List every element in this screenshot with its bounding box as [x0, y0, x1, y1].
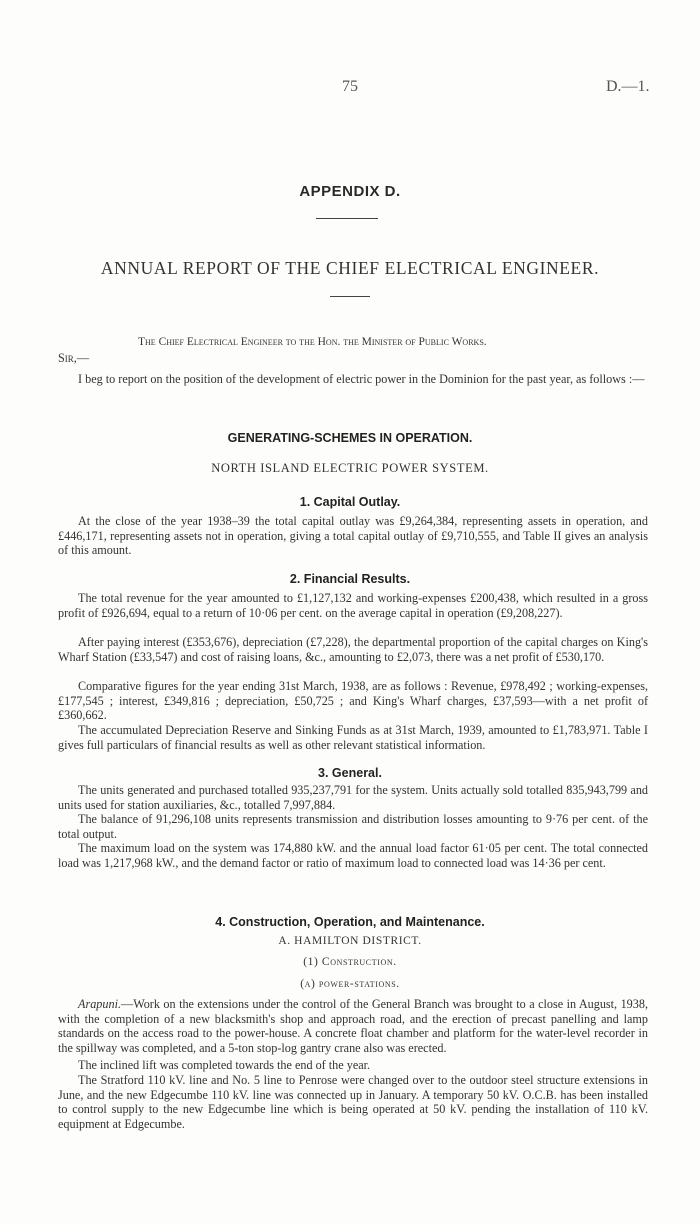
section-heading: GENERATING-SCHEMES IN OPERATION. — [227, 431, 473, 445]
financial-results-heading: 2. Financial Results. — [289, 572, 411, 586]
arapuni-lead: Arapuni. — [78, 997, 121, 1011]
general-paragraph-1: The units generated and purchased totalled 935,237,791 for the system. Units actually sold totalled 835,943,799 and units used for station auxiliaries, &c., totalled 7,997,884. — [58, 783, 648, 812]
power-stations-subheading: (a) power-stations. — [300, 978, 400, 990]
arapuni-text: —Work on the extensions under the control of the General Branch was brought to a close in August, 1938, with the completion of a new blacksmith's shop and approach road, and the erection of precast panelling and lamp standards on the access road to the power-house. A concrete float chamber and platform for the water-level recorder in the spillway was completed, and a 5-ton stop-log gantry crane also was erected. — [58, 997, 648, 1055]
district-heading: A. HAMILTON DISTRICT. — [278, 935, 422, 947]
appendix-title: APPENDIX D. — [299, 183, 401, 200]
capital-outlay-paragraph: At the close of the year 1938–39 the total capital outlay was £9,264,384, representing assets in operation, and £446,171, representing assets not in operation, giving a total capital outlay of £9,710,555, and Table II gives an analysis of this amount. — [58, 514, 648, 557]
system-heading: NORTH ISLAND ELECTRIC POWER SYSTEM. — [211, 461, 489, 475]
financial-paragraph-2: After paying interest (£353,676), depreciation (£7,228), the departmental proportion of the capital charges on King's Wharf Station (£33,547) and cost of raising loans, &c., amounting to £2,073, there was a net profit of £530,170. — [58, 635, 648, 664]
divider — [316, 218, 378, 219]
financial-paragraph-4: The accumulated Depreciation Reserve and Sinking Funds as at 31st March, 1939, amounted to £1,783,971. Table I gives full particulars of financial results as well as other relevant statistical information. — [58, 723, 648, 752]
general-heading: 3. General. — [318, 766, 382, 780]
financial-paragraph-3: Comparative figures for the year ending 31st March, 1938, are as follows : Revenue, £978,492 ; working-expenses, £177,545 ; interest, £349,816 ; depreciation, £50,725 ; and King's Wharf charges, £37,593—with a net profit of £360,662. — [58, 679, 648, 722]
addressing-line: The Chief Electrical Engineer to the Hon. the Minister of Public Works. — [138, 336, 487, 348]
construction-subheading: (1) Construction. — [303, 956, 397, 968]
inclined-lift-paragraph: The inclined lift was completed towards the end of the year. — [78, 1058, 371, 1072]
page-number: 75 — [342, 78, 358, 95]
opening-paragraph: I beg to report on the position of the development of electric power in the Dominion for the past year, as follows :— — [78, 372, 645, 386]
general-paragraph-2: The balance of 91,296,108 units represents transmission and distribution losses amounting to 9·76 per cent. of the total output. — [58, 812, 648, 841]
capital-outlay-heading: 1. Capital Outlay. — [299, 495, 401, 509]
arapuni-paragraph — [58, 997, 648, 1055]
report-title: ANNUAL REPORT OF THE CHIEF ELECTRICAL ENGINEER. — [100, 258, 600, 278]
general-paragraph-3: The maximum load on the system was 174,880 kW. and the annual load factor 61·05 per cent. The total connected load was 1,217,968 kW., and the demand factor or ratio of maximum load to connected load was 14·36 per cent. — [58, 841, 648, 870]
divider — [330, 296, 370, 297]
construction-heading: 4. Construction, Operation, and Maintenance. — [215, 915, 485, 929]
document-reference: D.—1. — [606, 78, 650, 95]
salutation: Sir,— — [58, 351, 90, 365]
stratford-line-paragraph: The Stratford 110 kV. line and No. 5 line to Penrose were changed over to the outdoor steel structure extensions in June, and the new Edgecumbe 110 kV. line was connected up in January. A temporary 50 kV. O.C.B. has been installed to control supply to the new Edgecumbe line which is being operated at 50 kV. pending the installation of 110 kV. equipment at Edgecumbe. — [58, 1073, 648, 1131]
financial-paragraph-1: The total revenue for the year amounted to £1,127,132 and working-expenses £200,438, which resulted in a gross profit of £926,694, equal to a return of 10·06 per cent. on the average capital in operation (£9,208,227). — [58, 591, 648, 620]
